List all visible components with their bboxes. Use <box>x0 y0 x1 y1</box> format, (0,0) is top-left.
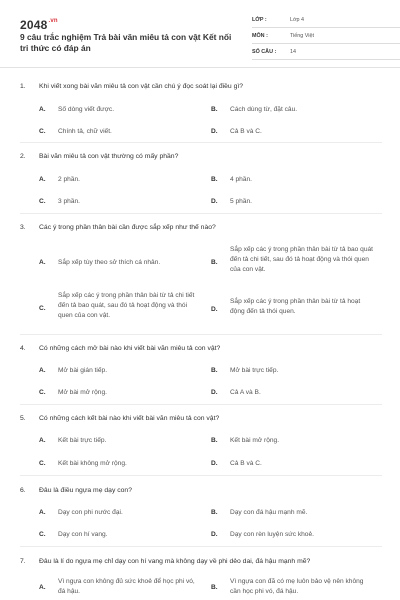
question-text: Có những cách kết bài nào khi viết bài văn miêu tả con vật? <box>39 415 220 422</box>
question-number: 3. <box>20 224 26 231</box>
meta-value: 14 <box>290 49 296 55</box>
question-number: 2. <box>20 153 26 160</box>
meta-row-grade <box>252 12 400 28</box>
meta-label: SỐ CÂU : <box>252 49 277 55</box>
question-text: Khi viết xong bài văn miêu tả con vật cần chú ý đọc soát lại điều gì? <box>39 83 244 90</box>
question-text: Đâu là điều ngựa mẹ dạy con? <box>39 487 132 494</box>
question-number: 5. <box>20 415 26 422</box>
question-text: Đâu là lí do ngựa mẹ chỉ dạy con hí vang mà không dạy về phi dẻo dai, đá hậu mạnh mẽ? <box>39 558 311 565</box>
question-divider <box>20 213 382 214</box>
header <box>20 0 382 60</box>
question-number: 6. <box>20 487 26 494</box>
meta-label: LỚP : <box>252 17 267 23</box>
question-divider <box>20 475 382 476</box>
question-number: 4. <box>20 345 26 352</box>
site-logo[interactable]: $2048^{.vn}$ <box>20 18 58 32</box>
worksheet-page: $2048^{.vn}$ 9 câu trắc nghiệm Trả bài văn miêu tả con vật Kết nối tri thức có đáp án LỚP : Lớp 4 MÔN : Tiếng Việt SỐ CÂU : 14 1. Khi viết xong bài văn miêu tả con vật cần chú ý đọc soát lại điều gì? A. Số dòng viết được. B. Cách dùng từ, đặt câu. C. Chính tả, chữ viết. D. Cả B và C. 2. Bài văn miêu tả con vật thường có mấy phần? A. 2 phần. B. 4 phần. C. 3 phần. D. 5 phần. 3. Các ý trong phần thân bài cần được sắp xếp như thế nào? A. Sắp xếp tùy theo sở thích cá nhân. B. Sắp xếp các ý trong phần thân bài từ tả bao quát đến tả chi tiết, sau đó tả hoạt động và thói quen của con vật. C. Sắp xếp các ý trong phần thân bài từ tả chi tiết đến tả bao quát, sau đó tả hoạt động và thói quen của con vật. D. Sắp xếp các ý trong phần thân bài từ tả hoạt động đến tả thói quen. 4. Có những cách mở bài nào khi viết bài văn miêu tả con vật? A. Mở bài gián tiếp. B. Mở bài trực tiếp. C. Mở bài mở rộng. D. Cả A và B. 5. Có những cách kết bài nào khi viết bài văn miêu tả con vật? A. Kết bài trực tiếp. B. Kết bài mở rộng. C. Kết bài không mở rộng. D. Cả B và C. 6. Đâu là điều ngựa mẹ dạy con? A. Dạy con phi nước đại. B. Dạy con đá hậu mạnh mẽ. C. Dạy con hí vang. D. Dạy con rèn luyện sức khoẻ. 7. Đâu là lí do ngựa mẹ chỉ dạy con hí vang mà không dạy về phi dẻo dai, đá hậu mạnh mẽ? A. Vì ngựa con không đủ sức khoẻ để học phi vó, đá hậu. B. Vì ngựa con đã có mẹ luôn bảo vệ nên không cần học phi vó, đá hậu. <box>0 0 400 600</box>
meta-value: Lớp 4 <box>290 17 305 23</box>
question-text: Có những cách mở bài nào khi viết bài văn miêu tả con vật? <box>39 345 221 352</box>
question-divider <box>20 404 382 405</box>
header-divider <box>0 67 400 68</box>
meta-row-count <box>252 44 400 60</box>
question-text: Bài văn miêu tả con vật thường có mấy phần? <box>39 153 179 160</box>
question-divider <box>20 334 382 335</box>
meta-value: Tiếng Việt <box>290 33 314 39</box>
question-divider <box>20 546 382 547</box>
meta-info <box>252 12 400 60</box>
meta-label: MÔN : <box>252 33 268 39</box>
meta-row-subject <box>252 28 400 44</box>
page-title: 9 câu trắc nghiệm Trả bài văn miêu tả con vật Kết nối tri thức có đáp án <box>20 32 232 53</box>
question-divider <box>20 142 382 143</box>
question-number: 1. <box>20 83 26 90</box>
question-number: 7. <box>20 558 26 565</box>
question-text: Các ý trong phần thân bài cần được sắp xếp như thế nào? <box>39 224 216 231</box>
